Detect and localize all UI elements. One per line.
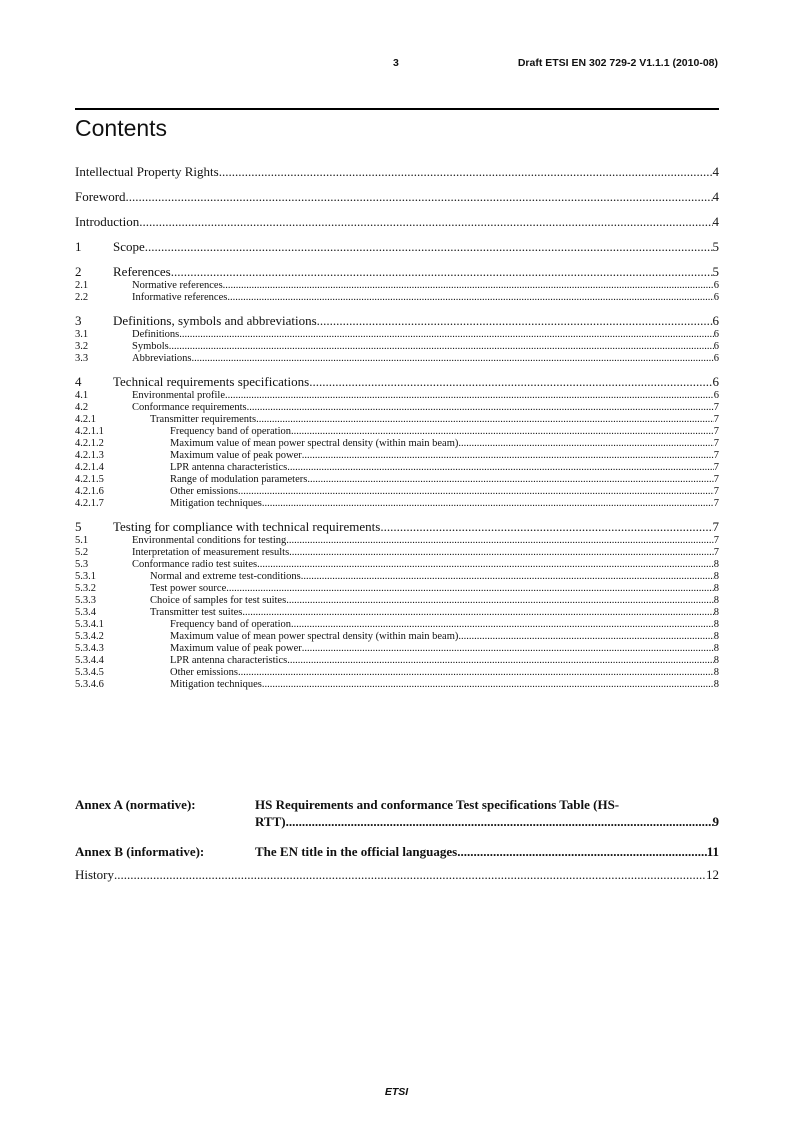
toc-entry[interactable] bbox=[75, 329, 719, 341]
toc-entry-number: 1 bbox=[75, 239, 82, 254]
toc-entry-text: Symbols bbox=[132, 341, 169, 352]
toc-entry-page: 7 bbox=[713, 547, 719, 558]
toc-entry-text: Test power source bbox=[150, 583, 227, 594]
toc-leader bbox=[307, 474, 713, 486]
toc-entry-page: 7 bbox=[712, 519, 719, 534]
toc-entry-number: 5.3.4.1 bbox=[75, 619, 104, 630]
toc-leader bbox=[287, 462, 714, 474]
toc-entry[interactable] bbox=[75, 390, 719, 402]
toc-entry-text: Maximum value of peak power bbox=[170, 643, 302, 654]
toc-entry-text: History bbox=[75, 867, 114, 882]
toc-entry[interactable] bbox=[75, 313, 719, 329]
toc-leader bbox=[179, 329, 714, 341]
toc-entry-page: 6 bbox=[713, 280, 719, 291]
toc-entry-text: Mitigation techniques bbox=[170, 498, 262, 509]
toc-leader bbox=[301, 571, 714, 583]
toc-leader bbox=[238, 667, 714, 679]
toc-leader bbox=[458, 631, 713, 643]
toc-entry-page: 8 bbox=[713, 619, 719, 630]
toc-entry-text: Maximum value of mean power spectral density (within main beam) bbox=[170, 438, 459, 449]
annex-a-title-line2: RTT) bbox=[255, 814, 286, 829]
toc-entry-number: 4.2.1.1 bbox=[75, 426, 104, 437]
toc-entry-page: 12 bbox=[706, 867, 719, 882]
toc-leader bbox=[247, 402, 714, 414]
toc-entry-page: 6 bbox=[712, 313, 719, 328]
toc-entry[interactable] bbox=[75, 655, 719, 667]
toc-entry-number: 5.3.4.3 bbox=[75, 643, 104, 654]
toc-leader bbox=[380, 519, 712, 535]
toc-leader bbox=[287, 655, 714, 667]
toc-leader bbox=[458, 438, 713, 450]
toc-entry[interactable] bbox=[75, 474, 719, 486]
toc-entry-page: 8 bbox=[713, 679, 719, 690]
toc-entry-text: Interpretation of measurement results bbox=[132, 547, 290, 558]
toc-entry[interactable] bbox=[75, 667, 719, 679]
toc-entry-page: 7 bbox=[713, 486, 719, 497]
toc-entry-number: 2.2 bbox=[75, 292, 89, 303]
toc-entry-page: 7 bbox=[713, 462, 719, 473]
toc-entry[interactable] bbox=[75, 239, 719, 255]
toc-entry-number: 5.3 bbox=[75, 559, 89, 570]
toc-entry-number: 4.2.1.3 bbox=[75, 450, 104, 461]
toc-entry-text: Definitions bbox=[132, 329, 180, 340]
toc-entry[interactable] bbox=[75, 679, 719, 691]
annex-a-leader bbox=[286, 813, 713, 830]
toc-entry-number: 4.2.1.7 bbox=[75, 498, 104, 509]
toc-entry-page: 8 bbox=[713, 631, 719, 642]
toc-entry-number: 2.1 bbox=[75, 280, 89, 291]
toc-entry-text: References bbox=[113, 264, 171, 279]
toc-entry-number: 2 bbox=[75, 264, 82, 279]
toc-leader bbox=[226, 583, 714, 595]
toc-entry-text: Foreword bbox=[75, 189, 126, 204]
toc-entry-page: 6 bbox=[713, 353, 719, 364]
toc-entry-text: Scope bbox=[113, 239, 145, 254]
annex-a-title-line1: HS Requirements and conformance Test specifications Table (HS- bbox=[255, 797, 620, 812]
toc-leader bbox=[169, 341, 714, 353]
toc-entry-number: 5.3.4.5 bbox=[75, 667, 104, 678]
header-page-number: 3 bbox=[393, 57, 399, 69]
toc-entry-number: 4.2 bbox=[75, 402, 89, 413]
toc-entry[interactable] bbox=[75, 426, 719, 438]
toc-entry[interactable] bbox=[75, 519, 719, 535]
toc-entry-number: 5.3.4 bbox=[75, 607, 96, 618]
toc-entry-page: 8 bbox=[713, 571, 719, 582]
toc-entry-text: Intellectual Property Rights bbox=[75, 164, 219, 179]
toc-entry-number: 4 bbox=[75, 374, 82, 389]
toc-entry-text: Maximum value of peak power bbox=[170, 450, 302, 461]
toc-leader bbox=[238, 486, 714, 498]
toc-entry-number: 4.2.1.5 bbox=[75, 474, 104, 485]
toc-entry-text: Environmental profile bbox=[132, 390, 226, 401]
toc-entry-text: Abbreviations bbox=[132, 353, 192, 364]
toc-entry-page: 7 bbox=[713, 474, 719, 485]
toc-entry-text: Other emissions bbox=[170, 486, 238, 497]
toc-entry[interactable] bbox=[75, 607, 719, 619]
toc-entry-number: 3.2 bbox=[75, 341, 89, 352]
toc-entry[interactable] bbox=[75, 280, 719, 292]
toc-leader bbox=[192, 353, 714, 365]
annex-b-page: 11 bbox=[706, 844, 719, 859]
toc-entry[interactable] bbox=[75, 595, 719, 607]
annex-b-label: Annex B (informative): bbox=[75, 844, 205, 859]
toc-leader bbox=[139, 214, 712, 230]
toc-entry[interactable] bbox=[75, 450, 719, 462]
toc-entry-text: Normal and extreme test-conditions bbox=[150, 571, 301, 582]
toc-leader bbox=[242, 607, 713, 619]
toc-leader bbox=[225, 390, 714, 402]
toc-entry[interactable] bbox=[75, 189, 719, 205]
toc-leader bbox=[302, 643, 714, 655]
toc-entry[interactable] bbox=[75, 462, 719, 474]
toc-leader bbox=[262, 498, 714, 510]
toc-leader bbox=[257, 559, 714, 571]
toc-entry-text: Normative references bbox=[132, 280, 223, 291]
toc-entry[interactable] bbox=[75, 571, 719, 583]
toc-entry-number: 5.3.2 bbox=[75, 583, 96, 594]
toc-entry-text: Technical requirements specifications bbox=[113, 374, 310, 389]
toc-entry-page: 7 bbox=[713, 414, 719, 425]
toc-leader bbox=[145, 239, 713, 255]
toc-entry-text: Transmitter test suites bbox=[150, 607, 243, 618]
toc-entry[interactable] bbox=[75, 292, 719, 304]
toc-entry[interactable] bbox=[75, 341, 719, 353]
toc-entry-history[interactable] bbox=[75, 867, 719, 883]
toc-leader bbox=[126, 189, 713, 205]
annex-b-leader bbox=[457, 843, 706, 860]
toc-entry-text: Informative references bbox=[132, 292, 228, 303]
toc-entry-page: 7 bbox=[713, 450, 719, 461]
page-title: Contents bbox=[75, 115, 168, 141]
toc-entry[interactable] bbox=[75, 547, 719, 559]
toc-entry-number: 5.2 bbox=[75, 547, 89, 558]
toc-leader bbox=[223, 280, 714, 292]
toc-entry-text: LPR antenna characteristics bbox=[170, 655, 288, 666]
toc-entry[interactable] bbox=[75, 486, 719, 498]
toc-leader bbox=[256, 414, 714, 426]
toc-leader bbox=[291, 619, 714, 631]
toc-entry-page: 6 bbox=[713, 341, 719, 352]
toc-leader bbox=[309, 374, 712, 390]
toc-entry-text: Testing for compliance with technical requirements bbox=[113, 519, 381, 534]
toc-entry-text: Maximum value of mean power spectral density (within main beam) bbox=[170, 631, 459, 642]
toc-entry[interactable] bbox=[75, 164, 719, 180]
toc-entry-page: 7 bbox=[713, 438, 719, 449]
toc-entry[interactable] bbox=[75, 631, 719, 643]
annex-a-label: Annex A (normative): bbox=[75, 797, 196, 812]
toc-entry-number: 3.3 bbox=[75, 353, 89, 364]
toc-entry-text: Frequency band of operation bbox=[170, 426, 292, 437]
toc-entry-number: 4.2.1.4 bbox=[75, 462, 104, 473]
toc-entry-number: 5.3.1 bbox=[75, 571, 96, 582]
toc-entry-number: 5.3.4.6 bbox=[75, 679, 104, 690]
toc-entry-page: 8 bbox=[713, 607, 719, 618]
toc-leader bbox=[219, 164, 713, 180]
toc-entry-text: Definitions, symbols and abbreviations bbox=[113, 313, 317, 328]
toc-entry-page: 6 bbox=[713, 390, 719, 401]
toc-entry-page: 8 bbox=[713, 559, 719, 570]
toc-leader bbox=[262, 679, 714, 691]
toc-leader bbox=[289, 547, 714, 559]
toc-entry-page: 4 bbox=[712, 189, 719, 204]
toc-entry-number: 4.2.1 bbox=[75, 414, 96, 425]
toc-entry[interactable] bbox=[75, 583, 719, 595]
toc-entry-number: 5.3.3 bbox=[75, 595, 96, 606]
toc-entry-text: Other emissions bbox=[170, 667, 238, 678]
toc-entry-page: 7 bbox=[713, 535, 719, 546]
toc-entry-number: 5 bbox=[75, 519, 82, 534]
toc-leader bbox=[291, 426, 714, 438]
toc-leader bbox=[286, 595, 714, 607]
toc-entry-page: 6 bbox=[713, 292, 719, 303]
toc-entry-text: Introduction bbox=[75, 214, 140, 229]
toc-entry[interactable] bbox=[75, 374, 719, 390]
toc-entry-text: Mitigation techniques bbox=[170, 679, 262, 690]
toc-entry[interactable] bbox=[75, 264, 719, 280]
toc-leader bbox=[227, 292, 713, 304]
toc-entry[interactable] bbox=[75, 619, 719, 631]
toc-entry-number: 4.1 bbox=[75, 390, 89, 401]
toc-entry-text: Range of modulation parameters bbox=[170, 474, 308, 485]
toc-entry-page: 8 bbox=[713, 595, 719, 606]
toc-entry[interactable] bbox=[75, 438, 719, 450]
toc-entry-page: 5 bbox=[712, 239, 719, 254]
toc-entry-text: Conformance radio test suites bbox=[132, 559, 258, 570]
toc-entry-text: Frequency band of operation bbox=[170, 619, 292, 630]
toc-entry-number: 5.3.4.4 bbox=[75, 655, 104, 666]
toc-entry-text: Conformance requirements bbox=[132, 402, 247, 413]
history-entry-wrapper bbox=[75, 867, 719, 883]
toc-entry-page: 7 bbox=[713, 426, 719, 437]
toc-entry-number: 5.1 bbox=[75, 535, 89, 546]
table-of-contents bbox=[75, 160, 719, 691]
toc-entry[interactable] bbox=[75, 214, 719, 230]
annex-b-title: The EN title in the official languages bbox=[255, 844, 458, 859]
toc-entry-page: 8 bbox=[713, 667, 719, 678]
toc-entry[interactable] bbox=[75, 498, 719, 510]
toc-entry-page: 8 bbox=[713, 643, 719, 654]
toc-entry-page: 8 bbox=[713, 655, 719, 666]
toc-entry-text: Transmitter requirements bbox=[150, 414, 257, 425]
toc-entry-page: 5 bbox=[712, 264, 719, 279]
toc-entry-number: 3 bbox=[75, 313, 82, 328]
toc-entry[interactable] bbox=[75, 402, 719, 414]
toc-entry-number: 3.1 bbox=[75, 329, 89, 340]
toc-entry-text: Choice of samples for test suites bbox=[150, 595, 287, 606]
toc-leader bbox=[114, 867, 706, 883]
toc-entry-page: 8 bbox=[713, 583, 719, 594]
toc-entry[interactable] bbox=[75, 559, 719, 571]
toc-entry-page: 4 bbox=[712, 214, 719, 229]
toc-entry[interactable] bbox=[75, 535, 719, 547]
toc-leader bbox=[302, 450, 714, 462]
toc-entry-text: LPR antenna characteristics bbox=[170, 462, 288, 473]
toc-entry[interactable] bbox=[75, 414, 719, 426]
toc-entry-page: 6 bbox=[712, 374, 719, 389]
toc-entry[interactable] bbox=[75, 643, 719, 655]
toc-entry-page: 7 bbox=[713, 402, 719, 413]
toc-leader bbox=[171, 264, 713, 280]
header-rule bbox=[75, 108, 719, 110]
annex-a-page: 9 bbox=[712, 814, 719, 829]
toc-entry-page: 4 bbox=[712, 164, 719, 179]
toc-entry-page: 6 bbox=[713, 329, 719, 340]
header-document-id: Draft ETSI EN 302 729-2 V1.1.1 (2010-08) bbox=[517, 57, 718, 69]
toc-entry-text: Environmental conditions for testing bbox=[132, 535, 287, 546]
toc-leader bbox=[317, 313, 713, 329]
toc-entry-number: 4.2.1.6 bbox=[75, 486, 104, 497]
toc-entry-number: 5.3.4.2 bbox=[75, 631, 104, 642]
toc-entry[interactable] bbox=[75, 353, 719, 365]
toc-leader bbox=[286, 535, 713, 547]
toc-entry-number: 4.2.1.2 bbox=[75, 438, 104, 449]
toc-entry-page: 7 bbox=[713, 498, 719, 509]
footer-etsi: ETSI bbox=[384, 1086, 409, 1098]
